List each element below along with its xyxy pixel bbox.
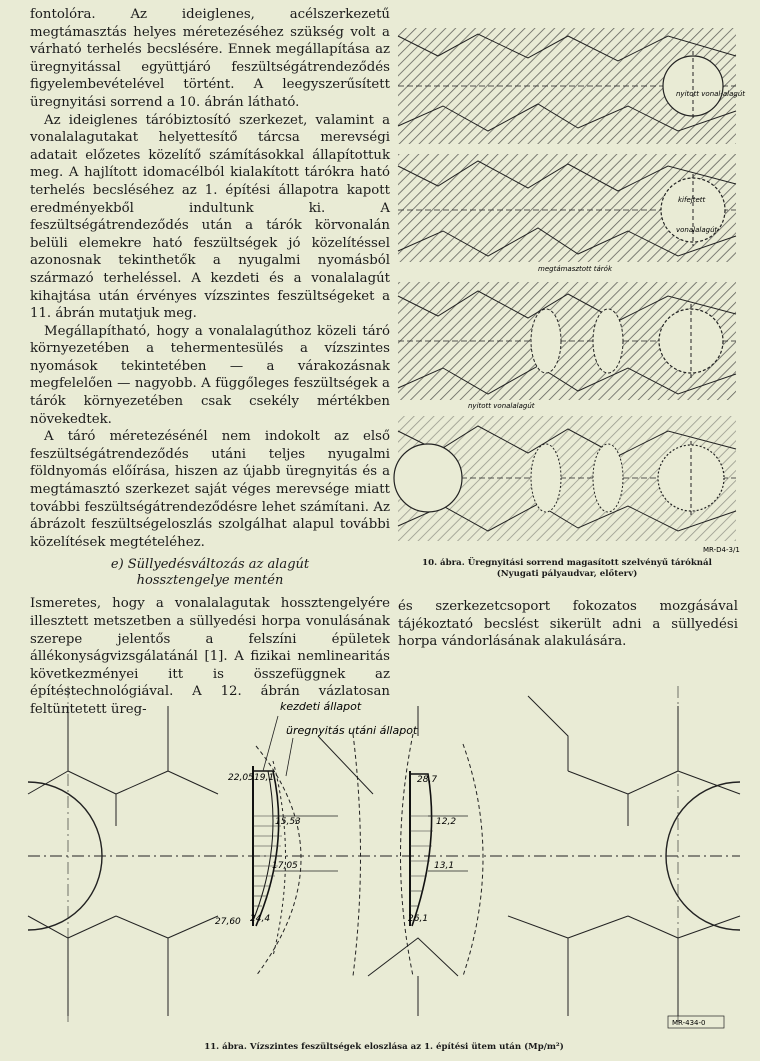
figure-11-drawing [28,676,740,1032]
fig11-left-value-6: 24,4 [250,914,271,924]
paragraph-2: Az ideiglenes táróbiztosító szerkezet, valamint a vonalalagutakat helyettesítő tárcsa merevségi adatait előzetes közelítő számításokkal állapítottuk meg. A hajlított idomacélból kialakított tárókra ható terhelés becsléséhez az 1. építési állapotra kapott eredményekből indultunk ki. A feszültségátrendeződés után a tárók körvonalán belüli elemekre ható feszültségek jó közelítéssel azonosnak tekinthetők a nyugalmi nyomásból származó terheléssel. A kezdeti és a vonalalagút kihajtása után érvényes vízszintes feszültségeket a 11. ábrán mutatjuk meg. [30,112,390,322]
figure-10-panel-2 [398,154,736,262]
figure-10 [398,6,746,556]
figure-10-panel-1 [398,28,745,144]
section-paragraph: Ismeretes, hogy a vonalalagutak hossztengelyére illesztett metszetben a süllyedési horpa vonulásának szerepe jelentős a felszíni épületek állékonyságvizsgálatánál [1]. A fizikai nemlinearitás következményei itt is összefüggnek az építéstechnológiával. A 12. ábrán vázlatosan feltüntetett üreg- [30,596,390,717]
fig11-right-value-1: 28,7 [417,775,438,785]
fig10-label-panel-2b: vonalalagút [676,226,718,234]
fig11-left-value-3: 15,53 [275,817,301,827]
fig11-right-value-4: 26,1 [408,914,429,924]
section-heading [30,557,390,589]
right-paragraph: és szerkezetcsoport fokozatos mozgásával tájékoztató becslést sikerült adni a süllyedési horpa vándorlásának alakulására. [398,599,738,650]
paragraph-3: Megállapítható, hogy a vonalalagúthoz közeli táró környezetében a tehermentesülés a vízszintes nyomások tekintetében — a várakozásnak megfelelően — nagyobb. A függőleges feszültségek a tárók környezetében csak csekély mértékben növekedtek. [30,323,390,427]
fig10-stamp: MR-D4-3/1 [703,546,740,554]
figure-10-caption-line-1: 10. ábra. Üregnyitási sorrend magasított szelvényű tárόknál [422,558,712,568]
fig11-left-value-5: 27,60 [215,917,241,927]
left-text-column [30,6,390,719]
section-heading-line-2: hossztengelye mentén [136,573,284,589]
figure-10-panel-4 [394,416,740,554]
fig11-right-value-2: 12,2 [436,817,457,827]
figure-11 [28,676,740,1032]
paragraph-4: A táró méretezésénél nem indokolt az első feszültségátrendeződés utáni teljes nyugalmi földnyomás előírása, hiszen az újabb üregnyitás és a megtámasztó szerkezet saját véges merevsége miatt további feszültségátrendeződésre lehet számítani. Az ábrázolt feszültségeloszlás szolgálhat alapul további közelítések megtételéhez. [30,429,390,550]
right-text-column [398,598,738,651]
figure-10-caption [398,558,736,580]
fig11-label-after: üregnyitás utáni állapot [286,724,418,737]
fig11-left-value-4: 17,05 [272,861,298,871]
fig11-right-value-3: 13,1 [434,861,455,871]
figure-10-panel-3 [398,282,736,400]
figure-11-right-profile [410,771,468,926]
figure-11-left-profile [253,766,338,926]
fig11-stamp: MR-434-0 [672,1019,706,1027]
paragraph-1: fontolóra. Az ideiglenes, acélszerkezetű megtámasztás helyes méretezéséhez szükség volt a várható terhelés becslésére. Ennek megállapítása az üregnyitással együttjáró feszültségátrendeződés figyelembevételével történt. A leegyszerűsített üregnyitási sorrend a 10. ábrán látható. [30,7,390,110]
figure-11-caption: 11. ábra. Vízszintes feszültségek eloszlása az 1. építési ütem után (Mp/m²) [204,1042,564,1052]
fig11-left-value-2: 19,1 [254,773,275,783]
fig10-label-between-2-3: megtámasztott tárók [538,265,613,273]
fig10-label-panel-1: nyitott vonal-alagút [676,90,746,98]
fig11-label-initial: kezdeti állapot [280,700,362,713]
figure-10-caption-line-2: (Nyugati pályaudvar, előterv) [496,569,638,579]
figure-10-drawing [398,6,746,556]
section-heading-line-1: e) Süllyedésváltozás az alagút [110,557,310,573]
fig11-left-value-1: 22,05 [228,773,254,783]
fig10-label-panel-2a: kifejtett [678,196,706,204]
fig10-label-between-3-4: nyitott vonalalagút [468,402,535,410]
